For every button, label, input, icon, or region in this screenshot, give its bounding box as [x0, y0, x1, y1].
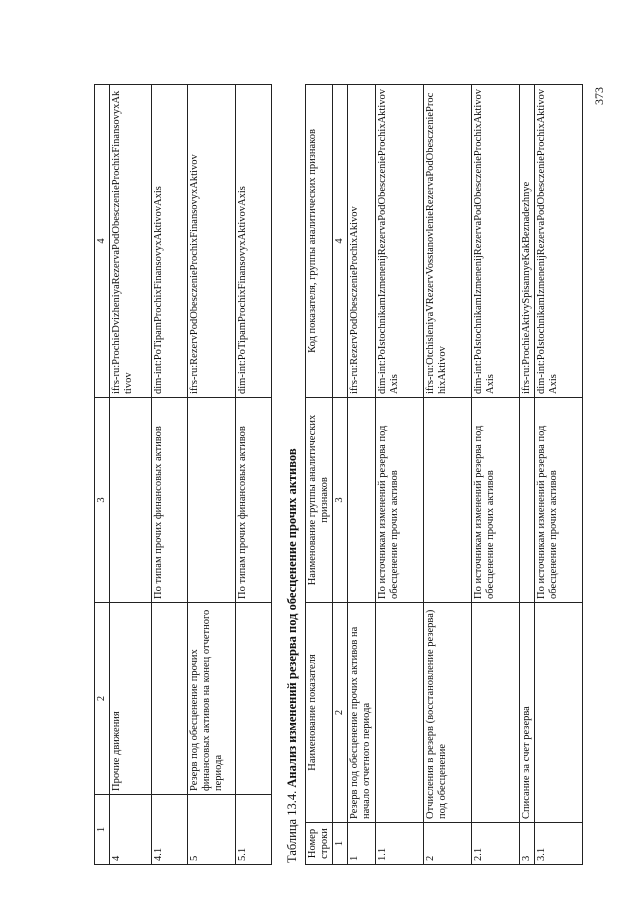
group-name — [188, 398, 236, 603]
column-number: 4 — [333, 85, 348, 398]
table-row — [424, 85, 472, 865]
table-header-row — [306, 85, 333, 865]
row-number: 2.1 — [472, 823, 520, 865]
table-row — [348, 85, 376, 865]
indicator-name — [472, 603, 520, 823]
table-row — [520, 85, 535, 865]
indicator-name — [535, 603, 583, 823]
column-header: Наименование показателя — [306, 603, 333, 823]
indicator-code: ifrs-ru:ProchieDvizheniyaRezervaPodObesczenieProchixFinansovyxAktivov — [110, 85, 152, 398]
group-name: По типам прочих финансовых активов — [236, 398, 272, 603]
table-row — [110, 85, 152, 865]
indicator-code: dim-int:PoIstochnikamIzmenenijRezervaPodObesczenieProchixAktivovAxis — [535, 85, 583, 398]
table-row — [376, 85, 424, 865]
column-header: Номер строки — [306, 823, 333, 865]
table-row — [152, 85, 188, 865]
column-number: 3 — [95, 398, 110, 603]
group-name: По типам прочих финансовых активов — [152, 398, 188, 603]
table-caption-label: Таблица 13.4. — [285, 790, 299, 863]
indicator-name: Списание за счет резерва — [520, 603, 535, 823]
column-number: 3 — [333, 398, 348, 603]
indicator-code: dim-int:PoIstochnikamIzmenenijRezervaPodObesczenieProchixAktivovAxis — [472, 85, 520, 398]
indicator-name: Резерв под обесценение прочих активов на начало отчетного периода — [348, 603, 376, 823]
column-number: 1 — [95, 795, 110, 865]
column-number: 2 — [333, 603, 348, 823]
row-number: 4 — [110, 795, 152, 865]
table-caption — [285, 448, 300, 863]
indicator-name: Прочие движения — [110, 603, 152, 795]
reserve-analysis-table — [305, 84, 583, 865]
table-column-numbers-row — [333, 85, 348, 865]
indicator-name — [236, 603, 272, 795]
row-number: 3 — [520, 823, 535, 865]
indicator-code: dim-int:PoTipamProchixFinansovyxAktivovAxis — [152, 85, 188, 398]
indicator-code: ifrs-ru:OtchisleniyaVRezervVosstanovlenieRezervaPodObesczenieProchixAktivov — [424, 85, 472, 398]
page-number: 373 — [592, 87, 606, 105]
row-number: 4.1 — [152, 795, 188, 865]
group-name: По источникам изменений резерва под обесценение прочих активов — [535, 398, 583, 603]
table-caption-title: Анализ изменений резерва под обесценение прочих активов — [285, 448, 299, 788]
indicator-name: Отчисления в резерв (восстановление резерва) под обесценение — [424, 603, 472, 823]
indicator-name: Резерв под обесценение прочих финансовых активов на конец отчетного периода — [188, 603, 236, 795]
row-number: 3.1 — [535, 823, 583, 865]
group-name: По источникам изменений резерва под обесценение прочих активов — [472, 398, 520, 603]
group-name — [520, 398, 535, 603]
table-row — [472, 85, 520, 865]
row-number: 2 — [424, 823, 472, 865]
column-header: Наименование группы аналитических признаков — [306, 398, 333, 603]
indicator-code: ifrs-ru:RezervPodObesczenieProchixAkivov — [348, 85, 376, 398]
indicators-table-continued — [94, 84, 272, 865]
row-number: 1 — [348, 823, 376, 865]
row-number: 5 — [188, 795, 236, 865]
indicator-code: dim-int:PoTipamProchixFinansovyxAktivovAxis — [236, 85, 272, 398]
column-header: Код показателя, группы аналитических признаков — [306, 85, 333, 398]
row-number: 5.1 — [236, 795, 272, 865]
column-number: 4 — [95, 85, 110, 398]
indicator-code: ifrs-ru:RezervPodObesczenieProchixFinansovyxAktivov — [188, 85, 236, 398]
table-row — [535, 85, 583, 865]
group-name — [348, 398, 376, 603]
table-row — [188, 85, 236, 865]
indicator-code: ifrs-ru:ProchieAktivySpisannyeKakBeznadezhnye — [520, 85, 535, 398]
column-number: 1 — [333, 823, 348, 865]
indicator-name — [152, 603, 188, 795]
indicator-code: dim-int:PoIstochnikamIzmenenijRezervaPodObesczenieProchixAktivovAxis — [376, 85, 424, 398]
table-row — [236, 85, 272, 865]
group-name — [424, 398, 472, 603]
group-name: По источникам изменений резерва под обесценение прочих активов — [376, 398, 424, 603]
row-number: 1.1 — [376, 823, 424, 865]
indicator-name — [376, 603, 424, 823]
table-header-row — [95, 85, 110, 865]
column-number: 2 — [95, 603, 110, 795]
group-name — [110, 398, 152, 603]
